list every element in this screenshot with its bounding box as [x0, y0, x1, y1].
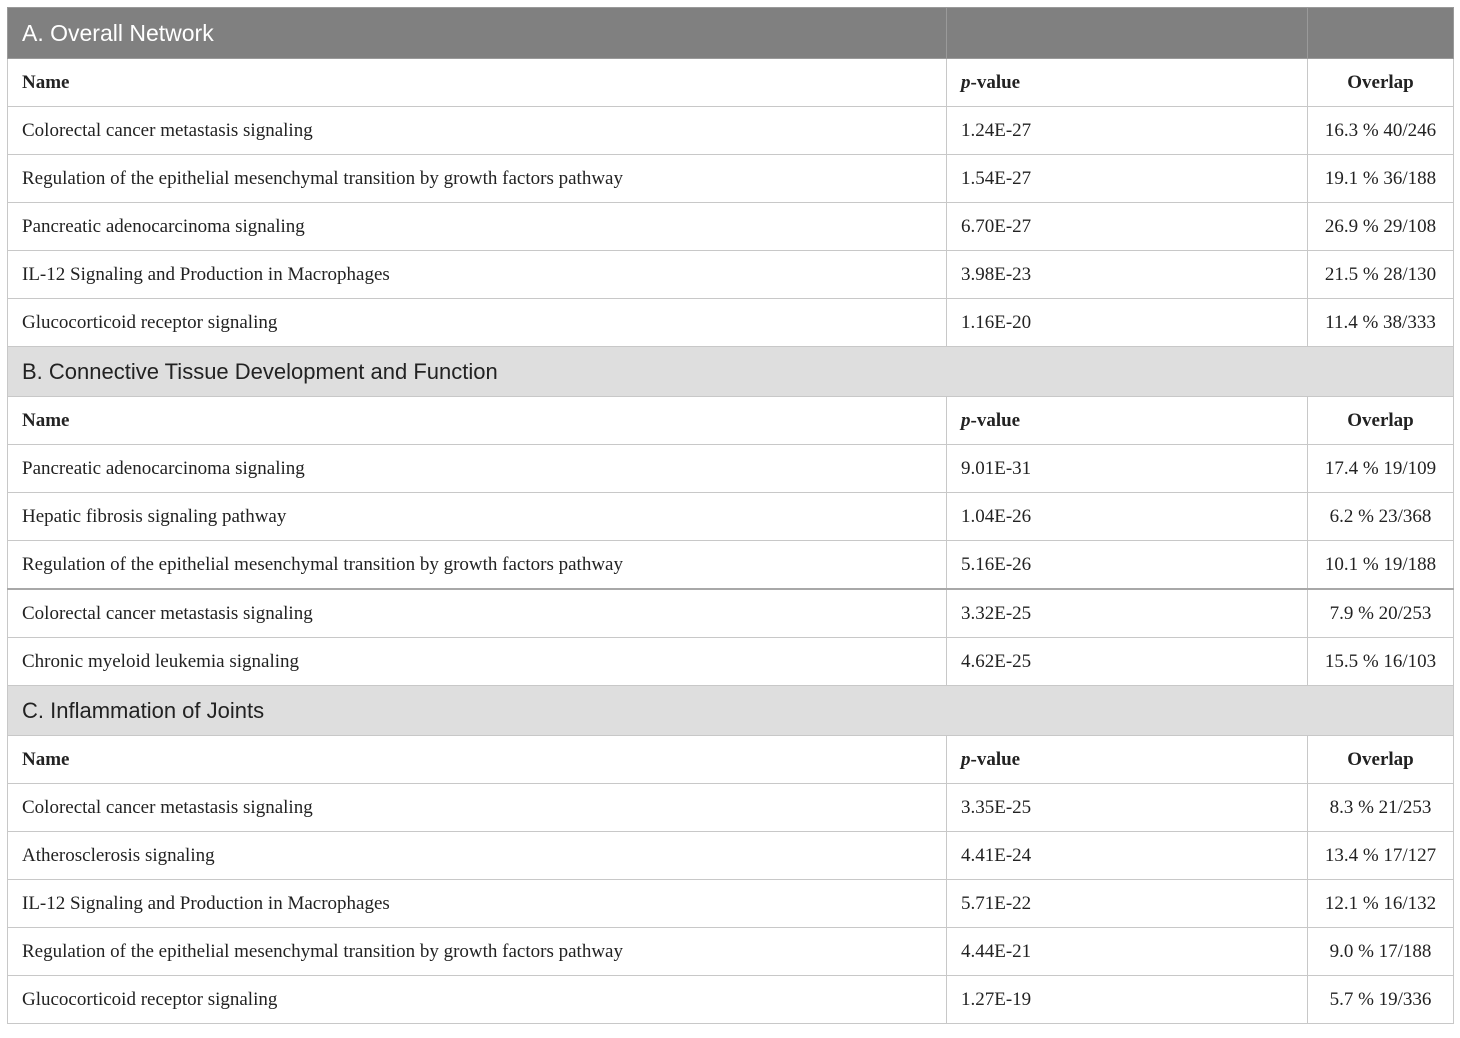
row-pvalue: 1.24E-27: [947, 107, 1308, 155]
row-overlap: 6.2 % 23/368: [1308, 493, 1454, 541]
header-pvalue: [947, 736, 1308, 784]
header-overlap: Overlap: [1308, 59, 1454, 107]
row-name: Glucocorticoid receptor signaling: [8, 299, 947, 347]
table-row: [8, 928, 1454, 976]
row-overlap: 11.4 % 38/333: [1308, 299, 1454, 347]
header-pvalue: [947, 59, 1308, 107]
section-title: C. Inflammation of Joints: [8, 686, 1454, 736]
row-pvalue: 1.54E-27: [947, 155, 1308, 203]
pathway-table: [7, 7, 1454, 1024]
row-pvalue: 1.16E-20: [947, 299, 1308, 347]
row-overlap: 16.3 % 40/246: [1308, 107, 1454, 155]
row-pvalue: 3.32E-25: [947, 589, 1308, 638]
header-name: Name: [8, 736, 947, 784]
column-header-row: [8, 397, 1454, 445]
section-b-title-row: [8, 347, 1454, 397]
header-value-suffix: -value: [970, 71, 1021, 93]
row-overlap: 19.1 % 36/188: [1308, 155, 1454, 203]
row-overlap: 8.3 % 21/253: [1308, 784, 1454, 832]
header-name: Name: [8, 59, 947, 107]
section-title: A. Overall Network: [8, 8, 947, 59]
row-pvalue: 1.27E-19: [947, 976, 1308, 1024]
row-overlap: 26.9 % 29/108: [1308, 203, 1454, 251]
row-pvalue: 4.62E-25: [947, 638, 1308, 686]
row-pvalue: 9.01E-31: [947, 445, 1308, 493]
table-row: [8, 299, 1454, 347]
row-pvalue: 4.44E-21: [947, 928, 1308, 976]
row-name: Atherosclerosis signaling: [8, 832, 947, 880]
row-name: Colorectal cancer metastasis signaling: [8, 107, 947, 155]
table-row: [8, 589, 1454, 638]
table-row: [8, 638, 1454, 686]
table-row: [8, 107, 1454, 155]
table-row: [8, 445, 1454, 493]
section-title: B. Connective Tissue Development and Function: [8, 347, 1454, 397]
header-value-suffix: -value: [970, 409, 1021, 431]
row-name: Hepatic fibrosis signaling pathway: [8, 493, 947, 541]
column-header-row: [8, 736, 1454, 784]
row-name: Pancreatic adenocarcinoma signaling: [8, 203, 947, 251]
table-row: [8, 155, 1454, 203]
header-p-letter: p: [961, 748, 971, 770]
row-name: Pancreatic adenocarcinoma signaling: [8, 445, 947, 493]
row-pvalue: 4.41E-24: [947, 832, 1308, 880]
header-value-suffix: -value: [970, 748, 1021, 770]
row-overlap: 12.1 % 16/132: [1308, 880, 1454, 928]
row-overlap: 15.5 % 16/103: [1308, 638, 1454, 686]
row-overlap: 5.7 % 19/336: [1308, 976, 1454, 1024]
row-overlap: 17.4 % 19/109: [1308, 445, 1454, 493]
row-name: IL-12 Signaling and Production in Macrophages: [8, 251, 947, 299]
table-row: [8, 832, 1454, 880]
row-name: Colorectal cancer metastasis signaling: [8, 589, 947, 638]
header-p-letter: p: [961, 409, 971, 431]
section-c-title-row: [8, 686, 1454, 736]
row-pvalue: 3.98E-23: [947, 251, 1308, 299]
table-row: [8, 541, 1454, 590]
row-name: Regulation of the epithelial mesenchymal transition by growth factors pathway: [8, 541, 947, 590]
header-overlap: Overlap: [1308, 397, 1454, 445]
table-row: [8, 880, 1454, 928]
row-name: Chronic myeloid leukemia signaling: [8, 638, 947, 686]
row-name: Colorectal cancer metastasis signaling: [8, 784, 947, 832]
row-pvalue: 1.04E-26: [947, 493, 1308, 541]
row-pvalue: 5.71E-22: [947, 880, 1308, 928]
header-name: Name: [8, 397, 947, 445]
table-row: [8, 976, 1454, 1024]
row-pvalue: 6.70E-27: [947, 203, 1308, 251]
row-pvalue: 5.16E-26: [947, 541, 1308, 590]
table-row: [8, 251, 1454, 299]
table-row: [8, 493, 1454, 541]
row-name: Regulation of the epithelial mesenchymal transition by growth factors pathway: [8, 928, 947, 976]
header-pvalue: [947, 397, 1308, 445]
row-overlap: 21.5 % 28/130: [1308, 251, 1454, 299]
row-name: Glucocorticoid receptor signaling: [8, 976, 947, 1024]
row-pvalue: 3.35E-25: [947, 784, 1308, 832]
table-row: [8, 203, 1454, 251]
section-title-spacer: [947, 8, 1308, 59]
row-overlap: 13.4 % 17/127: [1308, 832, 1454, 880]
header-overlap: Overlap: [1308, 736, 1454, 784]
section-a-title-row: [8, 8, 1454, 59]
row-overlap: 10.1 % 19/188: [1308, 541, 1454, 590]
row-overlap: 7.9 % 20/253: [1308, 589, 1454, 638]
column-header-row: [8, 59, 1454, 107]
section-title-spacer: [1308, 8, 1454, 59]
row-overlap: 9.0 % 17/188: [1308, 928, 1454, 976]
header-p-letter: p: [961, 71, 971, 93]
row-name: Regulation of the epithelial mesenchymal transition by growth factors pathway: [8, 155, 947, 203]
table-row: [8, 784, 1454, 832]
row-name: IL-12 Signaling and Production in Macrophages: [8, 880, 947, 928]
